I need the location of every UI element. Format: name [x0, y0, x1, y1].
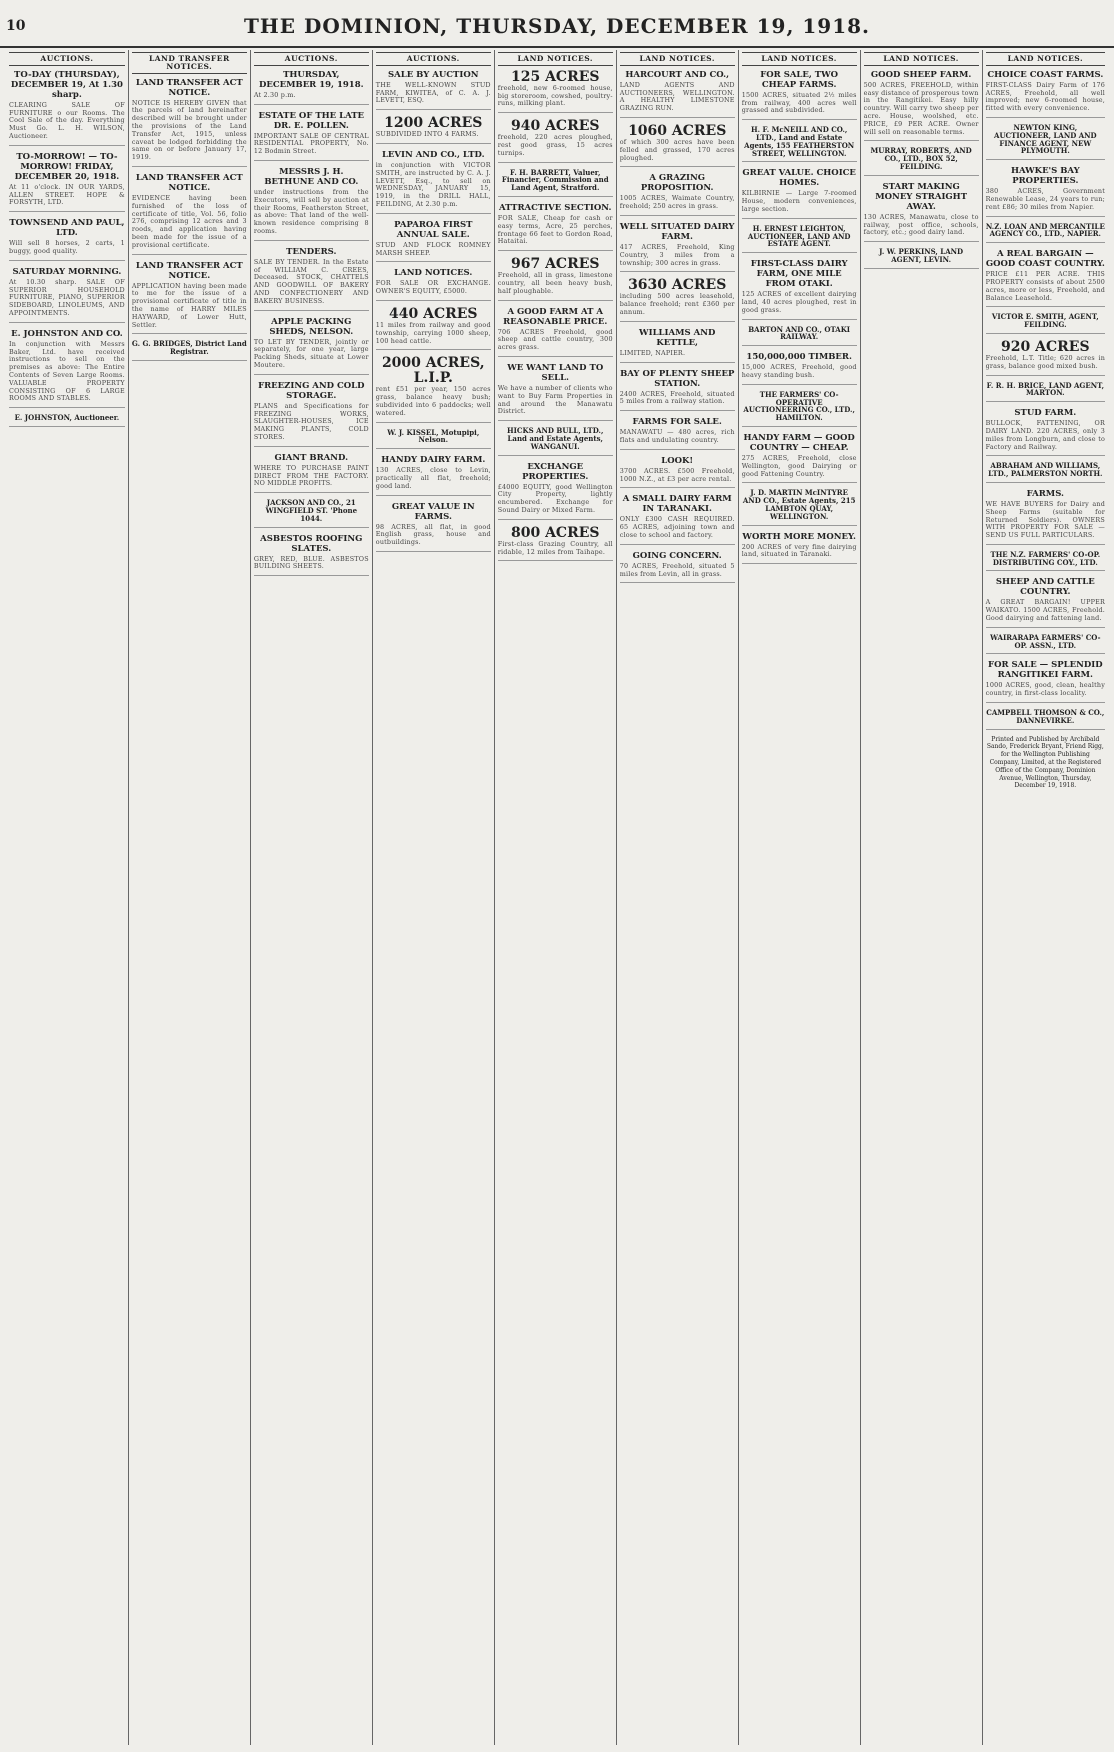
ad-headline: MESSRS J. H. BETHUNE AND CO. — [264, 166, 359, 187]
advertisement — [742, 225, 857, 253]
ad-body: TO LET BY TENDER, jointly or separately, for one year, large Packing Sheds, situate at Lower Moutere. — [253, 337, 369, 369]
advertisement — [254, 317, 369, 375]
ad-body: CLEARING SALE OF FURNITURE o our Rooms. The Cool Sale of the day. Everything Must Go. L. H. WILSON, Auctioneer. — [9, 100, 125, 140]
column-header: LAND NOTICES. — [620, 52, 735, 66]
ad-body: KILBIRNIE — Large 7-roomed House, modern conveniences, large section. — [741, 189, 857, 213]
ad-headline: EXCHANGE PROPERTIES. — [522, 461, 589, 482]
advertisement — [986, 166, 1105, 216]
ad-headline: E. JOHNSTON AND CO. — [11, 328, 123, 339]
advertisement — [620, 124, 735, 167]
ad-signature: VICTOR E. SMITH, AGENT, FEILDING. — [991, 312, 1099, 330]
advertisement — [498, 427, 613, 455]
ad-headline: GIANT BRAND. — [274, 452, 349, 463]
advertisement — [986, 577, 1105, 627]
column-header: LAND NOTICES. — [742, 52, 857, 66]
imprint-footer: Printed and Published by Archibald Sando, Frederick Bryant, Friend Rigg, for the Wellington Publishing Company, Limited, at the Registered Office of the Company, Dominion Avenue, Wellington, Thursday, December 19, 1918. — [986, 735, 1104, 790]
advertisement — [742, 433, 857, 483]
ad-signature: W. J. KISSEL, Motupipi, Nelson. — [387, 427, 480, 445]
advertisement — [620, 222, 735, 272]
ad-body: Will sell 8 horses, 2 carts, 1 buggy, good quality. — [9, 239, 125, 255]
ad-headline: TO-DAY (THURSDAY), DECEMBER 19, At 1.30 sharp. — [10, 69, 123, 100]
advertisement — [376, 268, 491, 301]
advertisement — [498, 257, 613, 300]
ad-signature: J. W. PERKINS, LAND AGENT, LEVIN. — [879, 247, 964, 264]
ad-body: 130 ACRES, close to Levin, practically all flat, freehold; good land. — [375, 466, 491, 490]
ad-body: In conjunction with Messrs Baker, Ltd. have received instructions to sell on the premises as above: The Entire Contents of Seven Large Rooms. VALUABLE PROPERTY CONSISTING OF 6 LARGE ROOMS AND STABLES. — [9, 339, 125, 403]
advertisement — [986, 382, 1105, 403]
ad-headline: WE WANT LAND TO SELL. — [507, 362, 604, 383]
ad-headline: GOING CONCERN. — [632, 550, 722, 561]
ad-headline-large: 967 ACRES — [510, 256, 600, 273]
ad-headline: FOR SALE — SPLENDID RANGITIKEI FARM. — [988, 660, 1103, 681]
advertisement — [254, 167, 369, 241]
advertisement — [376, 502, 491, 552]
ad-headline-large: 1200 ACRES — [384, 115, 483, 132]
columns-area — [6, 50, 1108, 1745]
ad-signature: H. ERNEST LEIGHTON, AUCTIONEER, LAND AND ESTATE AGENT. — [747, 223, 851, 249]
column-7 — [738, 50, 860, 1745]
ad-body: STUD AND FLOCK ROMNEY MARSH SHEEP. — [375, 240, 491, 257]
column-3 — [250, 50, 372, 1745]
advertisement — [9, 329, 125, 408]
ad-body: NOTICE IS HEREBY GIVEN that the parcels of land hereinafter described will be brought under the provisions of the Land Transfer Act, 1915, unless caveat be lodged forbidding the same on or before January 17, 1919. — [131, 98, 247, 162]
advertisement — [986, 462, 1105, 483]
ad-signature: H. F. McNEILL AND CO., LTD., Land and Estate Agents, 155 FEATHERSTON STREET, WELLINGTON. — [744, 125, 855, 158]
ad-headline: BAY OF PLENTY SHEEP STATION. — [620, 368, 735, 389]
advertisement — [376, 356, 491, 422]
advertisement — [9, 152, 125, 212]
ad-body: 11 miles from railway and good township, carrying 1000 sheep, 100 head cattle. — [375, 320, 491, 345]
ad-headline: ASBESTOS ROOFING SLATES. — [260, 533, 363, 554]
ad-body: 706 ACRES Freehold, good sheep and cattle country, 300 acres grass. — [497, 327, 613, 352]
ad-headline: WELL SITUATED DAIRY FARM. — [619, 221, 735, 242]
ad-body: SUBDIVIDED INTO 4 FARMS. — [375, 130, 479, 139]
ad-headline: A GOOD FARM AT A REASONABLE PRICE. — [503, 306, 608, 327]
column-9 — [982, 50, 1108, 1745]
ad-headline: HANDY FARM — GOOD COUNTRY — CHEAP. — [743, 432, 855, 453]
ad-headline: LEVIN AND CO., LTD. — [381, 149, 485, 160]
advertisement — [498, 526, 613, 562]
ad-body: WE HAVE BUYERS for Dairy and Sheep Farms (suitable for Returned Soldiers). OWNERS WITH PROPERTY FOR SALE — SEND US FULL PARTICULARS. — [985, 499, 1106, 540]
ad-headline-large: 920 ACRES — [1001, 338, 1090, 355]
ad-headline: ESTATE OF THE LATE DR. E. POLLEN. — [258, 110, 365, 131]
advertisement — [864, 147, 979, 175]
ad-body: 2400 ACRES, Freehold, situated 5 miles from a railway station. — [619, 389, 735, 406]
advertisement — [986, 634, 1105, 655]
newspaper-title: THE DOMINION, THURSDAY, DECEMBER 19, 1918. — [243, 14, 870, 38]
advertisement — [376, 429, 491, 450]
ad-body: 1005 ACRES, Waimate Country, freehold; 250 acres in grass. — [619, 194, 735, 211]
ad-headline: LOOK! — [661, 455, 694, 466]
ad-body: 417 ACRES, Freehold, King Country, 3 miles from a township; 300 acres in grass. — [619, 242, 735, 267]
ad-headline: WORTH MORE MONEY. — [742, 531, 856, 542]
ad-body: PRICE £11 PER ACRE. THIS PROPERTY consists of about 2500 acres, more or less, Freehold, and Balance Leasehold. — [985, 270, 1106, 302]
ad-headline: SALE BY AUCTION — [388, 69, 479, 80]
ad-headline-large: 940 ACRES — [510, 118, 600, 135]
ad-body: 380 ACRES, Government Renewable Lease, 24 years to run; rent £86; 30 miles from Napier. — [985, 187, 1106, 211]
ad-signature: E. JOHNSTON, Auctioneer. — [14, 413, 120, 423]
ad-body: under instructions from the Executors, will sell by auction at their Rooms, Featherston Street, as above: That land of the well-known residence comprising 8 rooms. — [253, 187, 369, 235]
ad-headline: FARMS. — [1026, 488, 1065, 499]
ad-headline: FARMS FOR SALE. — [632, 417, 722, 428]
advertisement — [986, 489, 1105, 545]
ad-body: 70 ACRES, Freehold, situated 5 miles from Levin, all in grass. — [619, 561, 735, 578]
ad-headline-large: 2000 ACRES, L.I.P. — [381, 355, 485, 387]
advertisement — [742, 352, 857, 385]
advertisement — [132, 173, 247, 255]
column-4 — [372, 50, 494, 1745]
ad-signature: F. R. H. BRICE, LAND AGENT, MARTON. — [986, 380, 1105, 398]
advertisement — [620, 278, 735, 321]
ad-body: IMPORTANT SALE OF CENTRAL RESIDENTIAL PROPERTY, No. 12 Bodmin Street. — [253, 131, 369, 156]
ad-headline: FREEZING AND COLD STORAGE. — [258, 380, 365, 401]
ad-headline: 150,000,000 TIMBER. — [746, 352, 852, 363]
advertisement — [864, 182, 979, 242]
ad-headline: THURSDAY, DECEMBER 19, 1918. — [259, 69, 364, 90]
advertisement — [254, 70, 369, 105]
ad-body: GREY, RED, BLUE. ASBESTOS BUILDING SHEETS. — [253, 554, 369, 571]
ad-body: THE WELL-KNOWN STUD FARM, KIWITEA, of C. A. J. LEVETT, ESQ. — [375, 80, 491, 105]
column-2 — [128, 50, 250, 1745]
ad-signature: HICKS AND BULL, LTD., Land and Estate Agents, WANGANUI. — [507, 426, 604, 451]
advertisement — [498, 307, 613, 357]
ad-headline: LAND TRANSFER ACT NOTICE. — [135, 77, 243, 98]
column-8 — [860, 50, 982, 1745]
ad-body: Freehold, all in grass, limestone country, all been heavy bush, half ploughable. — [497, 271, 613, 295]
advertisement — [742, 532, 857, 565]
advertisement — [986, 408, 1105, 456]
ad-body: 500 ACRES, FREEHOLD, within easy distance of prosperous town in the Rangitikei. Easy hilly country. Will carry two sheep per acre. House, woolshed, etc. PRICE, £9 PER ACRE. Owner will sell on reasonable terms. — [863, 80, 979, 136]
ad-headline: PAPAROA FIRST ANNUAL SALE. — [394, 219, 473, 240]
ad-body: 200 ACRES of very fine dairying land, situated in Taranaki. — [741, 542, 857, 559]
ad-headline: LAND TRANSFER ACT NOTICE. — [135, 260, 243, 281]
ad-headline-large: 800 ACRES — [510, 524, 600, 541]
column-6 — [616, 50, 738, 1745]
advertisement — [742, 168, 857, 218]
advertisement — [9, 267, 125, 323]
advertisement — [986, 660, 1105, 703]
ad-headline-large: 3630 ACRES — [628, 277, 727, 294]
ad-signature: BARTON AND CO., OTAKI RAILWAY. — [748, 324, 851, 342]
ad-signature: F. H. BARRETT, Valuer, Financier, Commission and Land Agent, Stratford. — [501, 167, 609, 193]
advertisement — [132, 261, 247, 335]
advertisement — [864, 248, 979, 269]
ad-body: 275 ACRES, Freehold, close Wellington, good Dairying or good Fattening Country. — [741, 453, 857, 478]
advertisement — [986, 223, 1105, 244]
column-5 — [494, 50, 616, 1745]
advertisement — [376, 455, 491, 495]
advertisement — [132, 78, 247, 167]
advertisement — [742, 259, 857, 319]
ad-body: 1000 ACRES, good, clean, healthy country, in first-class locality. — [985, 681, 1106, 698]
advertisement — [376, 307, 491, 350]
advertisement — [498, 462, 613, 520]
ad-body: ONLY £300 CASH REQUIRED. 65 ACRES, adjoining town and close to school and factory. — [619, 515, 735, 539]
advertisement — [9, 70, 125, 146]
ad-signature: THE FARMERS' CO-OPERATIVE AUCTIONEERING CO., LTD., HAMILTON. — [743, 389, 855, 423]
ad-signature: MURRAY, ROBERTS, AND CO., LTD., BOX 52, FEILDING. — [870, 146, 972, 171]
ad-body: FOR SALE OR EXCHANGE. OWNER'S EQUITY, £5000. — [375, 279, 491, 296]
advertisement — [498, 169, 613, 197]
ad-headline: ATTRACTIVE SECTION. — [498, 202, 612, 213]
advertisement — [986, 551, 1105, 572]
ad-headline: CHOICE COAST FARMS. — [987, 69, 1104, 80]
ad-signature: JACKSON AND CO., 21 WINGFIELD ST. 'Phone 1044. — [265, 498, 358, 523]
advertisement — [742, 391, 857, 427]
advertisement — [498, 70, 613, 113]
advertisement — [742, 126, 857, 162]
advertisement — [742, 70, 857, 120]
ad-headline: FOR SALE, TWO CHEAP FARMS. — [760, 69, 839, 90]
advertisement — [498, 203, 613, 251]
ad-headline: TENDERS. — [286, 246, 337, 257]
ad-signature: THE N.Z. FARMERS' CO-OP. DISTRIBUTING COY., LTD. — [990, 549, 1101, 567]
ad-headline: HARCOURT AND CO., — [625, 69, 730, 80]
ad-body: FOR SALE, Cheap for cash or easy terms, Acre, 25 perches, frontage 66 feet to Gordon Road, Hataitai. — [497, 213, 613, 246]
ad-signature: NEWTON KING, AUCTIONEER, LAND AND FINANCE AGENT, NEW PLYMOUTH. — [994, 122, 1097, 156]
ad-headline: SATURDAY MORNING. — [12, 266, 122, 277]
ad-headline: STUD FARM. — [1014, 408, 1077, 419]
ad-body: EVIDENCE having been furnished of the loss of certificate of title, Vol. 56, folio 276, comprising 12 acres and 3 roods, and application having been made for the issue of a provisional certificate. — [131, 193, 247, 249]
advertisement — [986, 249, 1105, 307]
ad-signature: J. D. MARTIN McINTYRE AND CO., Estate Agents, 215 LAMBTON QUAY, WELLINGTON. — [742, 488, 856, 521]
column-header: LAND NOTICES. — [986, 52, 1105, 66]
ad-headline: START MAKING MONEY STRAIGHT AWAY. — [875, 181, 968, 212]
ad-body: LIMITED, NAPIER. — [619, 348, 686, 357]
ad-body: 130 ACRES, Manawatu, close to railway, post office, schools, factory, etc.; good dairy land. — [863, 212, 979, 237]
ad-body: LAND AGENTS AND AUCTIONEERS, WELLINGTON. A HEALTHY LIMESTONE GRAZING RUN. — [619, 80, 735, 113]
ad-body: 98 ACRES, all flat, in good English grass, house and outbuildings. — [375, 522, 491, 547]
advertisement — [376, 220, 491, 263]
ad-body: 125 ACRES of excellent dairying land, 40 acres ploughed, rest in good grass. — [741, 290, 857, 314]
ad-headline: GREAT VALUE IN FARMS. — [391, 501, 475, 522]
ad-body: FIRST-CLASS Dairy Farm of 176 ACRES, Freehold, all well improved; new 6-roomed house, fitted with every convenience. — [985, 80, 1106, 113]
ad-body: At 10.30 sharp. SALE OF SUPERIOR HOUSEHOLD FURNITURE, PIANO, SUPERIOR SIDEBOARD, LINOLEUMS, AND APPOINTMENTS. — [9, 277, 125, 317]
ad-headline: GOOD SHEEP FARM. — [870, 69, 972, 80]
ad-signature: N.Z. LOAN AND MERCANTILE AGENCY CO., LTD., NAPIER. — [985, 221, 1105, 239]
ad-headline: LAND NOTICES. — [394, 268, 473, 279]
advertisement — [376, 150, 491, 214]
advertisement — [864, 70, 979, 142]
advertisement — [620, 328, 735, 363]
advertisement — [986, 709, 1105, 730]
advertisement — [742, 326, 857, 347]
ad-body: including 500 acres leasehold, balance freehold; rent £360 per annum. — [619, 292, 735, 316]
ad-headline: A REAL BARGAIN — GOOD COAST COUNTRY. — [985, 249, 1105, 270]
ad-body: Freehold, L.T. Title; 620 acres in grass, balance good mixed bush. — [985, 353, 1106, 370]
column-header: AUCTIONS. — [9, 52, 125, 66]
ad-body: At 2.30 p.m. — [253, 90, 296, 99]
masthead — [0, 0, 1114, 48]
ad-headline: FIRST-CLASS DAIRY FARM, ONE MILE FROM OTAKI. — [750, 259, 848, 290]
advertisement — [376, 116, 491, 144]
ad-headline: TO-MORROW! — TO-MORROW! FRIDAY, DECEMBER 20, 1918. — [14, 151, 120, 182]
ad-body: 3700 ACRES. £500 Freehold, 1000 N.Z., at £3 per acre rental. — [619, 466, 735, 483]
ad-signature: ABRAHAM AND WILLIAMS, LTD., PALMERSTON NORTH. — [988, 461, 1103, 479]
advertisement — [986, 70, 1105, 118]
ad-body: freehold, 220 acres ploughed, rest good grass, 15 acres turnips. — [497, 133, 613, 157]
ad-headline-large: 125 ACRES — [510, 68, 600, 85]
advertisement — [376, 70, 491, 110]
advertisement — [9, 218, 125, 261]
advertisement — [620, 456, 735, 489]
ad-headline: APPLE PACKING SHEDS, NELSON. — [269, 316, 354, 337]
advertisement — [620, 494, 735, 544]
ad-body: rent £51 per year, 150 acres grass, balance heavy bush; subdivided into 6 paddocks; well watered. — [375, 385, 491, 417]
ad-body: of which 300 acres have been felled and grassed, 170 acres ploughed. — [619, 137, 735, 162]
ad-body: First-class Grazing Country, all ridable, 12 miles from Taihape. — [497, 539, 613, 556]
column-header: LAND NOTICES. — [864, 52, 979, 66]
column-1 — [6, 50, 128, 1745]
advertisement — [254, 111, 369, 161]
ad-headline: A GRAZING PROPOSITION. — [640, 173, 714, 194]
column-header: LAND NOTICES. — [498, 52, 613, 66]
ad-body: freehold, new 6-roomed house, big storeroom, cowshed, poultry-runs, milking plant. — [497, 83, 613, 108]
ad-body: £4000 EQUITY, good Wellington City Property, lightly encumbered. Exchange for Sound Dairy or Mixed Farm. — [497, 482, 613, 514]
ad-headline-large: 1060 ACRES — [628, 122, 727, 139]
ad-body: At 11 o'clock. IN OUR YARDS, ALLEN STREET. HOPE & FORSYTH, LTD. — [9, 182, 125, 207]
advertisement — [986, 124, 1105, 160]
advertisement — [498, 119, 613, 162]
ad-body: in conjunction with VICTOR SMITH, are instructed by C. A. J. LEVETT, Esq., to sell on WEDNESDAY, JANUARY 15, 1919, in the DRILL HALL, FEILDING, At 2.30 p.m. — [375, 160, 491, 208]
ad-signature: G. G. BRIDGES, District Land Registrar. — [131, 339, 247, 357]
column-header: AUCTIONS. — [376, 52, 491, 66]
advertisement — [254, 453, 369, 493]
ad-headline: A SMALL DAIRY FARM IN TARANAKI. — [622, 494, 732, 515]
ad-headline: HAWKE'S BAY PROPERTIES. — [1010, 166, 1080, 187]
ad-headline: HANDY DAIRY FARM. — [381, 455, 486, 466]
ad-signature: WAIRARAPA FARMERS' CO-OP. ASSN., LTD. — [990, 632, 1101, 650]
advertisement — [254, 499, 369, 527]
ad-body: MANAWATU — 480 acres, rich flats and undulating country. — [619, 428, 735, 444]
advertisement — [132, 340, 247, 361]
column-header: LAND TRANSFER NOTICES. — [132, 52, 247, 74]
advertisement — [254, 381, 369, 447]
advertisement — [620, 417, 735, 450]
advertisement — [254, 247, 369, 311]
advertisement — [620, 369, 735, 412]
ad-headline-large: 440 ACRES — [389, 305, 478, 322]
ad-headline: WILLIAMS AND KETTLE, — [639, 327, 716, 348]
advertisement — [620, 173, 735, 216]
page-number: 10 — [6, 18, 26, 34]
ad-body: WHERE TO PURCHASE PAINT DIRECT FROM THE FACTORY. NO MIDDLE PROFITS. — [253, 463, 369, 488]
advertisement — [620, 70, 735, 118]
ad-signature: CAMPBELL THOMSON & CO., DANNEVIRKE. — [986, 708, 1105, 725]
advertisement — [254, 534, 369, 577]
ad-headline: GREAT VALUE. CHOICE HOMES. — [742, 168, 856, 189]
ad-body: We have a number of clients who want to Buy Farm Properties in and around the Manawatu District. — [497, 383, 613, 416]
ad-headline: TOWNSEND AND PAUL, LTD. — [9, 218, 125, 239]
advertisement — [498, 363, 613, 421]
advertisement — [986, 313, 1105, 334]
ad-headline: LAND TRANSFER ACT NOTICE. — [135, 172, 243, 193]
advertisement — [9, 414, 125, 427]
ad-headline: SHEEP AND CATTLE COUNTRY. — [995, 577, 1095, 598]
ad-body: 15,000 ACRES, Freehold, good heavy standing bush. — [741, 363, 857, 379]
ad-body: APPLICATION having been made to me for the issue of a provisional certificate of title in the name of HARRY MILES HAYWARD, of Lower Hutt, Settler. — [131, 281, 247, 329]
ad-body: PLANS and Specifications for FREEZING WORKS, SLAUGHTER-HOUSES, ICE MAKING PLANTS, COLD STORES. — [253, 401, 369, 441]
column-header: AUCTIONS. — [254, 52, 369, 66]
ad-body: 1500 ACRES, situated 2½ miles from railway, 400 acres well grassed and subdivided. — [741, 90, 857, 115]
advertisement — [620, 551, 735, 584]
advertisement — [986, 340, 1105, 376]
ad-body: SALE BY TENDER. In the Estate of WILLIAM C. CREES, Deceased. STOCK, CHATTELS AND GOODWILL OF BAKERY AND CONFECTIONERY AND BAKERY BUSINESS. — [253, 257, 369, 305]
ad-body: BULLOCK, FATTENING, OR DAIRY LAND. 220 ACRES, only 3 miles from Longburn, and close to Factory and Railway. — [985, 419, 1106, 451]
advertisement — [742, 489, 857, 525]
ad-body: A GREAT BARGAIN! UPPER WAIKATO. 1500 ACRES, Freehold. Good dairying and fattening land. — [985, 598, 1106, 623]
